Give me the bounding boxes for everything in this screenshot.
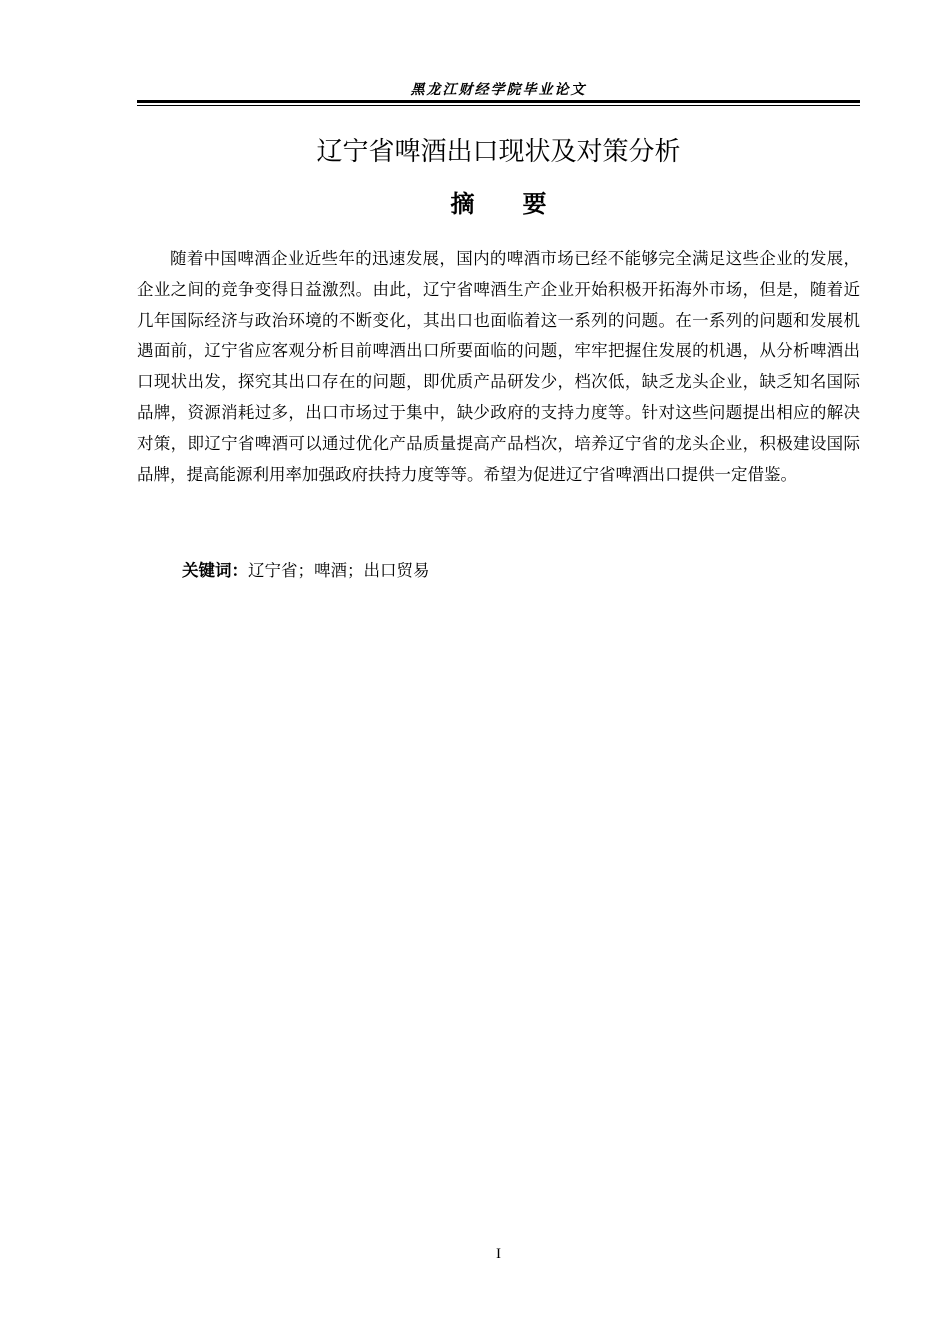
header-rule-thick	[137, 100, 860, 103]
abstract-body: 随着中国啤酒企业近些年的迅速发展，国内的啤酒市场已经不能够完全满足这些企业的发展，企业之间的竞争变得日益激烈。由此，辽宁省啤酒生产企业开始积极开拓海外市场，但是，随着近几年国际经济与政治环境的不断变化，其出口也面临着这一系列的问题。在一系列的问题和发展机遇面前，辽宁省应客观分析目前啤酒出口所要面临的问题，牢牢把握住发展的机遇，从分析啤酒出口现状出发，探究其出口存在的问题，即优质产品研发少，档次低，缺乏龙头企业，缺乏知名国际品牌，资源消耗过多，出口市场过于集中，缺少政府的支持力度等。针对这些问题提出相应的解决对策，即辽宁省啤酒可以通过优化产品质量提高产品档次，培养辽宁省的龙头企业，积极建设国际品牌，提高能源利用率加强政府扶持力度等等。希望为促进辽宁省啤酒出口提供一定借鉴。	[137, 249, 860, 484]
header-rule-thin	[137, 105, 860, 106]
keywords-line	[182, 558, 860, 584]
keywords-label: 关键词：	[182, 561, 248, 580]
abstract-heading: 摘要	[450, 190, 595, 218]
running-header: 黑龙江财经学院毕业论文	[410, 82, 587, 98]
page-number: I	[496, 1246, 501, 1262]
paper-title: 辽宁省啤酒出口现状及对策分析	[316, 137, 681, 167]
keywords-value: 辽宁省；啤酒；出口贸易	[248, 561, 430, 580]
